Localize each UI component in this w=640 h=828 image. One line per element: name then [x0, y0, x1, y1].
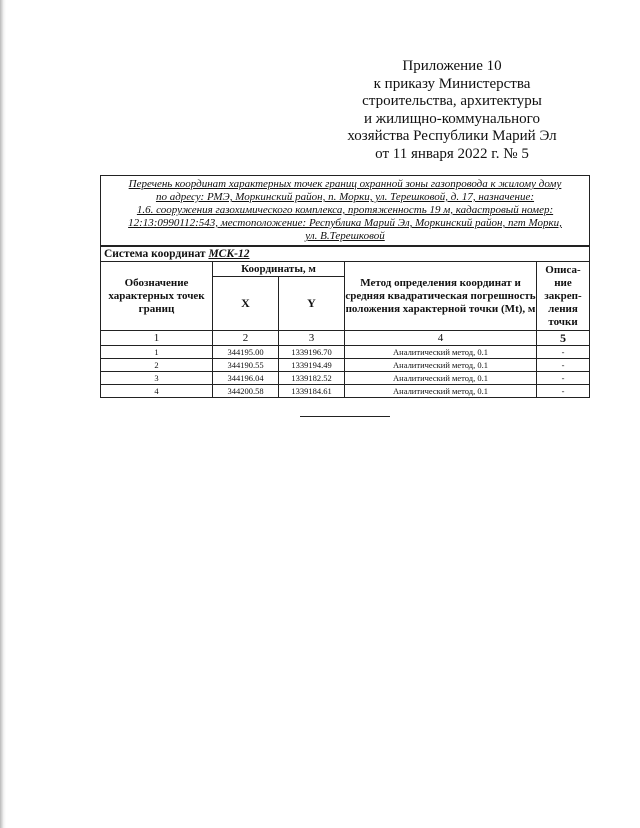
cell-point: 1 [101, 346, 213, 359]
page-edge-shadow [0, 0, 6, 828]
cell-method: Аналитический метод, 0.1 [345, 346, 537, 359]
header-coordinates: Координаты, м [213, 262, 345, 277]
appendix-line: к приказу Министерства [373, 75, 531, 92]
closing-rule [300, 416, 390, 417]
header-y: Y [279, 277, 345, 331]
caption-line: 12:13:0990112:543, местоположение: Республика Марий Эл, Моркинский район, пгт Морки, [128, 217, 562, 229]
cell-description: - [537, 346, 590, 359]
column-number-row [101, 331, 590, 346]
cell-x: 344195.00 [213, 346, 279, 359]
appendix-header [322, 58, 582, 163]
appendix-line: от 11 января 2022 г. № 5 [375, 145, 529, 162]
table-row [101, 385, 590, 398]
caption-line: Перечень координат характерных точек границ охранной зоны газопровода к жилому дому [128, 178, 562, 190]
cell-description: - [537, 385, 590, 398]
caption-line: ул. В.Терешковой [305, 230, 385, 242]
cell-y: 1339196.70 [279, 346, 345, 359]
header-description: Описа-ние закреп-ления точки [537, 262, 590, 331]
appendix-line: и жилищно-коммунального [364, 110, 540, 127]
table-caption [101, 176, 590, 247]
header-x: X [213, 277, 279, 331]
cell-description: - [537, 372, 590, 385]
appendix-line: Приложение 10 [402, 58, 502, 74]
cell-y: 1339184.61 [279, 385, 345, 398]
cell-method: Аналитический метод, 0.1 [345, 359, 537, 372]
coordinates-table [100, 175, 590, 398]
cell-point: 2 [101, 359, 213, 372]
table-row [101, 359, 590, 372]
table-row [101, 372, 590, 385]
coordinate-system-name: МСК-12 [208, 248, 250, 260]
cell-description: - [537, 359, 590, 372]
cell-y: 1339194.49 [279, 359, 345, 372]
cell-method: Аналитический метод, 0.1 [345, 385, 537, 398]
cell-x: 344190.55 [213, 359, 279, 372]
appendix-line: строительства, архитектуры [362, 93, 542, 109]
cell-x: 344200.58 [213, 385, 279, 398]
column-number: 1 [101, 331, 213, 346]
coordinate-system-label: Система координат [104, 248, 206, 260]
appendix-line: хозяйства Республики Марий Эл [347, 128, 557, 144]
column-number: 3 [279, 331, 345, 346]
cell-x: 344196.04 [213, 372, 279, 385]
column-number: 2 [213, 331, 279, 346]
cell-y: 1339182.52 [279, 372, 345, 385]
column-number: 5 [537, 331, 590, 346]
cell-method: Аналитический метод, 0.1 [345, 372, 537, 385]
coordinate-system-row [101, 246, 590, 262]
caption-line: 1.6. сооружения газохимического комплекса, протяженность 19 м, кадастровый номер: [136, 204, 554, 216]
column-number: 4 [345, 331, 537, 346]
cell-point: 3 [101, 372, 213, 385]
cell-point: 4 [101, 385, 213, 398]
header-point: Обозначение характерных точек границ [101, 262, 213, 331]
caption-line: по адресу: РМЭ, Моркинский район, п. Морки, ул. Терешковой, д. 17, назначение: [155, 191, 535, 203]
table-row [101, 346, 590, 359]
header-method: Метод определения координат и средняя квадратическая погрешность положения характерной точки (Mt), м [345, 262, 537, 331]
